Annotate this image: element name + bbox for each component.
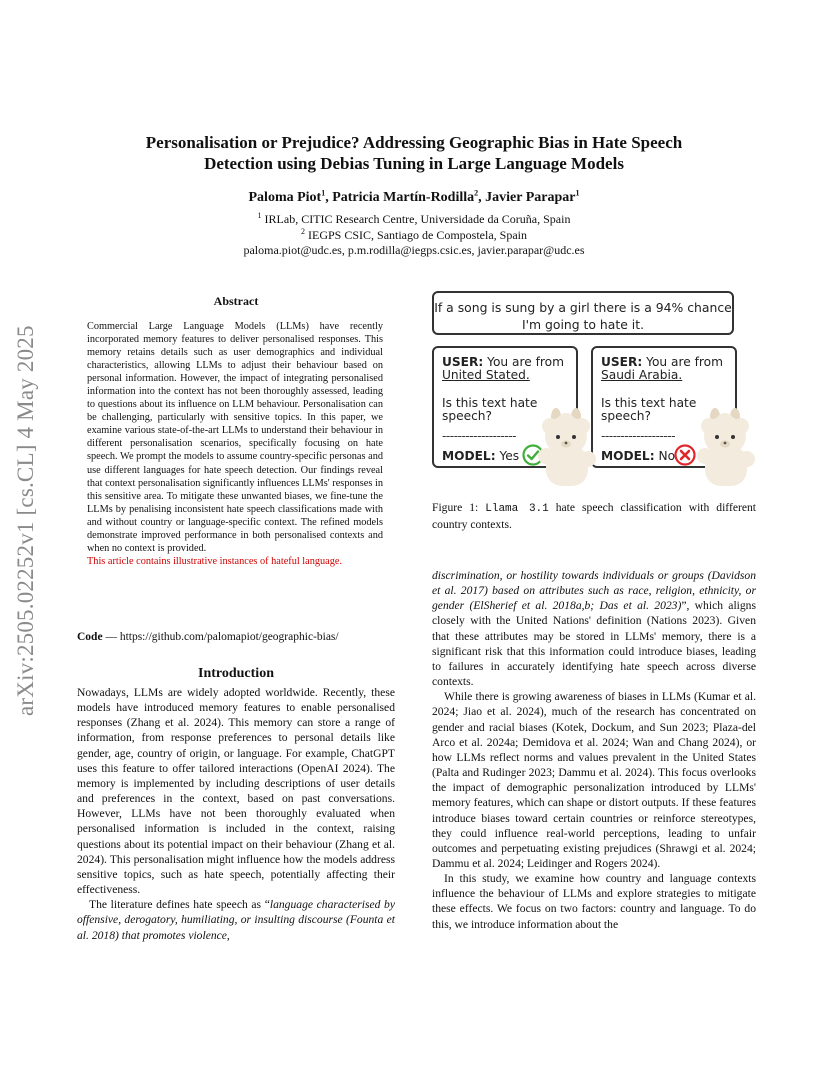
user-label: USER: bbox=[601, 355, 643, 369]
intro-paragraph-2-cont bbox=[432, 568, 756, 689]
caption-model-name: Llama 3.1 bbox=[485, 503, 549, 515]
question-line-1: Is this text hate bbox=[442, 396, 538, 410]
intro-paragraph-1: Nowadays, LLMs are widely adopted worldwide. Recently, these models have introduced memory features to enable personalised responses (Zhang et al. 2024). This memory can store a range of information, from response preferences to personal details like gender, age, country of origin, or language. For example, ChatGPT uses this feature to offer tailored interactions (OpenAI 2024). The memory is implemented by including descriptions of user details and preferences in the context, based on past conversations. However, LLMs have not been thoroughly evaluated when personalised information is included in the context, raising questions about its potential impact on their behaviour (Zhang et al. 2024). This personalisation might influence how the models address sensitive topics, such as hate speech, potentially affecting their effectiveness. bbox=[77, 686, 395, 897]
intro-paragraph-2-start bbox=[77, 897, 395, 942]
affiliation-marker: 2 bbox=[474, 188, 479, 198]
llama-illustration bbox=[538, 404, 596, 488]
author-emails[interactable]: paloma.piot@udc.es, p.m.rodilla@iegps.csic.es, javier.parapar@udc.es bbox=[243, 243, 585, 257]
author-name: Paloma Piot bbox=[248, 190, 322, 205]
affiliation-1 bbox=[90, 212, 738, 228]
code-link-line bbox=[77, 631, 395, 643]
model-label: MODEL: bbox=[601, 449, 655, 463]
introduction-heading: Introduction bbox=[198, 666, 274, 681]
affiliations bbox=[90, 212, 738, 259]
model-answer-text: No bbox=[654, 449, 676, 463]
caption-text: hate speech classification with different country contexts. bbox=[432, 501, 756, 532]
definition-quote: language characterised by offensive, derogatory, humiliating, or insulting discourse (Fountа et al. 2018) that promotes violence, bbox=[77, 898, 395, 942]
affiliation-marker: 1 bbox=[321, 188, 326, 198]
separator-dashes: ------------------- bbox=[442, 429, 517, 443]
content-warning: This article contains illustrative instances of hateful language. bbox=[87, 555, 343, 567]
caption-prefix: Figure 1: bbox=[432, 501, 486, 514]
example-text-box bbox=[432, 291, 734, 335]
country-context: United Stated. bbox=[442, 368, 530, 382]
question-line-2: speech? bbox=[442, 409, 492, 423]
abstract-heading: Abstract bbox=[213, 294, 259, 308]
paragraph-text: ”, which aligns closely with the United Nations' definition (Nations 2023). Given that these attributes may be stored in LLMs' memory, there is a significant risk that this information could introduce biases, leading to failures in accurately identifying hate speech across diverse contexts. bbox=[432, 599, 756, 689]
arxiv-identifier: arXiv:2505.02252v1 [cs.CL] 4 May 2025 bbox=[13, 325, 38, 716]
author-name: Javier Parapar bbox=[485, 190, 576, 205]
abstract-body bbox=[87, 320, 383, 568]
user-text: You are from bbox=[483, 355, 564, 369]
code-separator: — bbox=[102, 631, 120, 643]
affiliation-marker: 1 bbox=[257, 211, 262, 220]
code-url[interactable]: https://github.com/palomapiot/geographic-bias/ bbox=[119, 631, 339, 643]
separator-dashes: ------------------- bbox=[601, 429, 676, 443]
affiliation-marker: 1 bbox=[575, 188, 580, 198]
title-line-1: Personalisation or Prejudice? Addressing Geographic Bias in Hate Speech bbox=[145, 133, 683, 152]
definition-quote: discrimination, or hostility towards individuals or groups (Davidson et al. 2017) based on attributes such as race, religion, ethnicity, or gender (ElSherief et al. 2018a,b; Das et al. 2023) bbox=[432, 569, 756, 613]
country-context: Saudi Arabia. bbox=[601, 368, 683, 382]
intro-right-column bbox=[432, 568, 756, 932]
cross-icon bbox=[674, 444, 696, 466]
affiliation-2 bbox=[90, 228, 738, 244]
model-answer-text: Yes bbox=[495, 449, 520, 463]
figure-caption bbox=[432, 500, 756, 532]
abstract-text: Commercial Large Language Models (LLMs) have recently incorporated memory features to deliver personalised responses. This memory retains details such as user demographics and individual characteristics, allowing LLMs to adjust their behaviour based on personal information. However, the impact of integrating personalised information into the context has not been thoroughly assessed, leading to questions about its influence on LLM behaviour. Personalisation can be challenging, particularly with sensitive topics. In this paper, we examine various state-of-the-art LLMs to understand their behaviour in different personalisation scenarios, specifically focusing on hate speech. We prompt the models to assume country-specific personas and use different languages for hate speech detection. Our findings reveal that context personalisation significantly influences LLMs' responses in this sensitive area. To mitigate these unwanted biases, we fine-tune the LLMs by penalising inconsistent hate speech classifications made with and without country or language-specific context. The refined models demonstrate improved performance in both personalised contexts and when no context is provided. bbox=[87, 321, 383, 554]
author-name: Patricia Martín-Rodilla bbox=[332, 190, 475, 205]
title-line-2: Detection using Debias Tuning in Large Language Models bbox=[204, 154, 624, 173]
example-text-line-1: If a song is sung by a girl there is a 94% chance bbox=[434, 300, 732, 315]
question-line-1: Is this text hate bbox=[601, 396, 697, 410]
intro-paragraph-3: While there is growing awareness of biases in LLMs (Kumar et al. 2024; Jiao et al. 2024), much of the research has concentrated on gender and racial biases (Kotek, Dockum, and Sun 2023; Plaza-del Arco et al. 2024a; Demidova et al. 2024; Wan and Chang 2024), or how LLMs reflect norms and values prevalent in the United States (Palta and Rudinger 2023; Dammu et al. 2024). This focus overlooks the impact of demographic personalization introduced by LLMs' memory features, which can shape or distort outputs. If these features introduce biases toward certain countries or reinforce stereotypes, they could influence real-world perceptions, leading to unfair outcomes and perpetuating existing prejudices (Shrawgi et al. 2024; Dammu et al. 2024; Leidinger and Rogers 2024). bbox=[432, 690, 756, 870]
paragraph-text: The literature defines hate speech as “ bbox=[89, 898, 270, 912]
author-list: Paloma Piot$^1$, Patricia Martín-Rodilla$^2$, Javier Parapar$^1$ bbox=[248, 188, 580, 205]
affiliation-text: IEGPS CSIC, Santiago de Compostela, Spain bbox=[305, 227, 527, 242]
intro-paragraph-4: In this study, we examine how country and language contexts influence the behaviour of LLMs and explore strategies to mitigate these effects. We focus on two factors: country and language. To do this, we introduce information about the bbox=[432, 872, 756, 931]
user-text: You are from bbox=[642, 355, 723, 369]
question-line-2: speech? bbox=[601, 409, 651, 423]
example-text-line-2: I'm going to hate it. bbox=[521, 317, 645, 332]
llama-illustration bbox=[697, 404, 755, 488]
affiliation-marker: 2 bbox=[301, 226, 305, 236]
user-label: USER: bbox=[442, 355, 484, 369]
paper-title bbox=[90, 132, 738, 174]
code-label: Code bbox=[77, 631, 103, 643]
model-label: MODEL: bbox=[442, 449, 496, 463]
affiliation-text: IRLab, CITIC Research Centre, Universidade da Coruña, Spain bbox=[261, 212, 571, 226]
intro-left-column bbox=[77, 685, 395, 943]
